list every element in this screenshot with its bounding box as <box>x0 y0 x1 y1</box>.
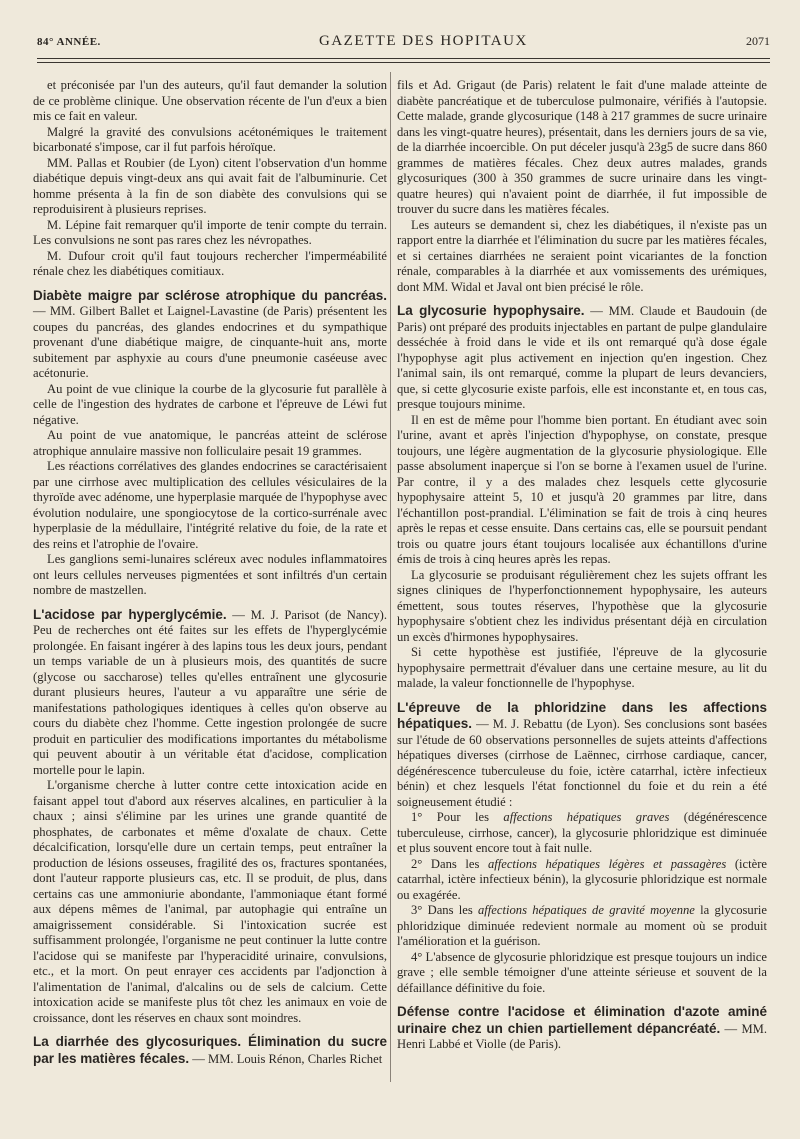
paragraph <box>33 428 387 459</box>
paragraph <box>397 857 767 904</box>
paragraph-text: Au point de vue clinique la courbe de la glycosurie fut parallèle à celle de l'ingestion des hydrates de carbone et l'épreuve de Léwi fut négative. <box>33 381 387 427</box>
paragraph-text: — MM. Henri Labbé et Violle (de Paris). <box>397 1021 767 1051</box>
paragraph <box>397 568 767 646</box>
paragraph <box>397 950 767 997</box>
paragraph-text: — MM. Gilbert Ballet et Laignel-Lavastine (de Paris) présentent les coupes du pancréas, des glandes endocrines et du sympathique provenant d'une diabétique maigre, de cinquante-huit ans, morte subitement par asphyxie au cours d'une pneumonie caséeuse avec acétonurie. <box>33 304 387 380</box>
paragraph-text: Les auteurs se demandent si, chez les diabétiques, il n'existe pas un rapport entre la diarrhée et l'élimination du sucre par les matières fécales, et si certaines diarrhées ne seraient point vicariantes de la fonction rénale, comparables à la diarrhée et aux vomissements des urémiques, dont MM. Widal et Javal ont bien précisé le rôle. <box>397 217 767 294</box>
paragraph <box>397 903 767 950</box>
paragraph-text: et préconisée par l'un des auteurs, qu'il faut demander la solution de ce problème clinique. Une observation récente de l'un d'eux a bien mis ce fait en valeur. <box>33 78 387 123</box>
paragraph <box>397 700 767 811</box>
list-marker-text: 1° Pour les <box>411 810 504 824</box>
paragraph <box>33 125 387 156</box>
paragraph-text: — MM. Louis Rénon, Charles Richet <box>189 1051 383 1066</box>
paragraph-text: MM. Pallas et Roubier (de Lyon) citent l'observation d'un homme diabétique depuis vingt-deux ans qui avait fait de l'albuminurie. Cet homme présenta à la fin de son diabète des convulsions qui se reproduisirent à plusieurs reprises. <box>33 155 387 216</box>
section-heading: L'acidose par hyperglycémie. <box>33 606 227 622</box>
section-heading: La diarrhée des glycosuriques. Élimination du sucre par les matières fécales. <box>33 1034 387 1066</box>
italic-term: affections hépatiques légères et passagères <box>487 856 727 871</box>
paragraph-text: — MM. Claude et Baudouin (de Paris) ont préparé des produits injectables en partant de pulpe glandulaire desséchée à froid dans le vide et ils ont remarqué qu'à dose égale l'hypophyse agit plus activement en injection qu'en ingestion. Chez l'animal sain, ils ont remarqué, comme la plupart de leurs devanciers, que, si cette glycosurie existe parfois, elle est inconstante et, en tous cas, presque toujours minime. <box>397 304 768 411</box>
paragraph-text: 4° L'absence de glycosurie phloridzique est presque toujours un indice grave ; elle semble témoigner d'une atteinte sérieuse et souvent de la défaillance définitive du foie. <box>397 949 767 995</box>
paragraph-text: Malgré la gravité des convulsions acétonémiques le traitement bicarbonaté s'impose, car il fut parfois héroïque. <box>33 124 387 154</box>
paragraph <box>397 1004 767 1053</box>
italic-term: affections hépatiques de gravité moyenne <box>478 903 695 917</box>
left-column <box>33 78 387 1067</box>
paragraph <box>397 413 767 568</box>
paragraph <box>397 78 767 218</box>
column-divider <box>390 72 391 1082</box>
section-heading: La glycosurie hypophysaire. <box>397 303 585 318</box>
section-heading: Défense contre l'acidose et élimination d'azote aminé urinaire chez un chien partiellement dépancréaté. <box>397 1004 767 1036</box>
paragraph-text: L'organisme cherche à lutter contre cette intoxication acide en faisant appel tout d'abord aux réserves alcalines, en particulier à la chaux ; ainsi s'élimine par les urines une grande quantité de phosphates, de carbonates et même d'oxalate de chaux. Cette décalcification, lorsqu'elle dure un certain temps, peut entraîner la production de lésions osseuses, fragilité des os, fractures spontanées, dont l'auteur rapporte plusieurs cas, etc. Il se produit, de plus, dans certains cas une ammoniurie abondante, l'ammoniaque étant formé aux dépens mêmes de l'animal, par autophagie qui entraîne un amaigrissement considérable. Si l'intoxication sucrée est suffisamment prolongée, l'organisme ne peut continuer la lutte contre l'acidose qui se manifeste par l'hyperacidité urinaire, convulsions, etc., et la mort. On peut enrayer ces accidents par l'adjonction à l'alimentation de l'animal, d'alcalins ou de sels de calcium. Cette intoxication acide se manifeste plus tôt chez les animaux en voie de croissance, dont les réserves en chaux sont moindres. <box>33 778 387 1025</box>
paragraph-text: Il en est de même pour l'homme bien portant. En étudiant avec soin l'urine, avant et après l'injection d'hypophyse, on constate, presque toujours, une légère augmentation de la glycosurie physiologique. Elle passe absolument inaperçue si l'on se borne à l'examen usuel de l'urine. Par contre, il y a des malades chez lesquels cette glycosurie hypophysaire atteint 5, 10 et jusqu'à 20 grammes par litre, dans l'échantillon post-prandial. L'élimination se fait de trois à cinq heures après le repas et cesse ensuite. Dans certains cas, elle se poursuit pendant trois ou quatre jours étant toujours localisée aux échantillons d'urine émis de trois à cinq heures après les repas. <box>397 412 767 566</box>
page-number: 2071 <box>746 34 770 48</box>
paragraph-text: M. Dufour croit qu'il faut toujours rechercher l'imperméabilité rénale chez les diabétiques comitiaux. <box>33 248 387 278</box>
paragraph <box>33 459 387 552</box>
paragraph <box>397 645 767 692</box>
right-column <box>397 78 767 1053</box>
paragraph <box>33 778 387 1026</box>
paragraph <box>397 218 767 296</box>
paragraph-text: (ictère catarrhal, ictère infectieux bénin), la glycosurie phloridzique est normale ou exagérée. <box>397 856 767 902</box>
paragraph <box>397 810 767 857</box>
header-rule-top <box>37 58 770 59</box>
paragraph <box>33 607 387 779</box>
header-rule-bottom <box>37 62 770 63</box>
paragraph-text: La glycosurie se produisant régulièrement chez les sujets offrant les signes cliniques de l'hyperfonctionnement hypophysaire, les auteurs émettent, sous toutes réserves, l'hypothèse que la glycosurie hypophysaire s'obtient chez les individus présentant déjà en circulation un excès d'hirmones hypophysaires. <box>397 567 767 644</box>
paragraph-text: Si cette hypothèse est justifiée, l'épreuve de la glycosurie hypophysaire permettrait d'évaluer dans une certaine mesure, au lit du malade, la valeur fonctionnelle de l'hypophyse. <box>397 645 767 690</box>
paragraph-text: la glycosurie phloridzique diminuée redevient normale au moment où se produit l'amélioration et la guérison. <box>397 903 767 948</box>
paragraph-text: (dégénérescence tuberculeuse, cirrhose, cancer), la glycosurie phloridzique est diminuée et plus souvent encore tout à fait nulle. <box>397 810 767 855</box>
paragraph-text: Les réactions corrélatives des glandes endocrines se caractérisaient par une cirrhose avec multiplication des cellules vésiculaires de la thyroïde avec adénome, une hyperplasie marquée de l'hypophyse avec évolution nodulaire, une spongiocytose de la cortico-surrénale avec hyperplasie de la médullaire, l'intégrité relative du foie, de la rate et des reins et l'atrophie de l'ovaire. <box>33 459 387 551</box>
paragraph <box>33 78 387 125</box>
paragraph-text: — M. J. Rebattu (de Lyon). Ses conclusions sont basées sur l'étude de 60 observations personnelles de sujets atteints d'affections hépatiques diverses (cirrhose de Laënnec, cirrhose cardiaque, cancer, dégénérescence tuberculeuse du foie, ictère catarrhal, ictère infectieux bénin) et chez lesquels l'état fonctionnel du foie et du rein a été soigneusement étudié : <box>397 717 767 809</box>
paragraph <box>33 288 387 382</box>
paragraph-text: fils et Ad. Grigaut (de Paris) relatent le fait d'une malade atteinte de diabète pancréatique et de tuberculose pulmonaire, vérifiés à l'autopsie. Cette malade, grande glycosurique (148 à 217 grammes de sucre urinaire dans les vingt-quatre heures), présentait, dans les derniers jours de sa vie, de la diarrhée incoercible. On put déceler jusqu'à 23g5 de sucre dans 860 grammes de matières fécales. Chez deux autres malades, grands glycosuriques (300 à 350 grammes de sucre urinaire dans les vingt-quatre heures) qui n'avaient point de diarrhée, il fut impossible de trouver du sucre dans les matières fécales. <box>397 78 767 216</box>
paragraph <box>33 156 387 218</box>
list-marker-text: 2° Dans les <box>411 856 488 871</box>
page-header <box>37 33 770 55</box>
paragraph <box>33 552 387 599</box>
paragraph <box>33 1034 387 1067</box>
paragraph-text: M. Lépine fait remarquer qu'il importe de tenir compte du terrain. Les convulsions ne sont pas rares chez les névropathes. <box>33 217 387 247</box>
volume-label: 84° ANNÉE. <box>37 36 101 48</box>
section-heading: L'épreuve de la phloridzine dans les affections hépatiques. <box>397 699 767 731</box>
list-marker-text: 3° Dans les <box>411 903 478 917</box>
paragraph <box>397 303 767 413</box>
italic-term: affections hépatiques graves <box>503 810 670 824</box>
paragraph-text: Les ganglions semi-lunaires scléreux avec nodules inflammatoires ont leurs cellules nerveuses pigmentées et sont infiltrés d'un certain nombre de mastzellen. <box>33 552 387 597</box>
journal-title: GAZETTE DES HOPITAUX <box>319 33 528 49</box>
paragraph <box>33 382 387 429</box>
paragraph <box>33 218 387 249</box>
paragraph-text: Au point de vue anatomique, le pancréas atteint de sclérose atrophique annulaire massive non folliculaire pesait 19 grammes. <box>33 428 387 458</box>
section-heading: Diabète maigre par sclérose atrophique du pancréas. <box>33 287 387 303</box>
paragraph <box>33 249 387 280</box>
paragraph-text: — M. J. Parisot (de Nancy). Peu de recherches ont été faites sur les effets de l'hyperglycémie prolongée. En faisant ingérer à des lapins tous les deux jours, pendant un temps variable de un à plusieurs mois, des quantités de sucre (glycose ou saccharose) telles qu'elles entraînent une glycosurie durant plusieurs heures, l'auteur a vu apparaître une série de manifestations pathologiques identiques à celles qu'on observe au cours du diabète chez l'homme. Cette ingestion prolongée de sucre produit en particulier des modifications importantes du métabolisme qui peuvent aboutir à un véritable état d'acidose, complication mortelle pour le lapin. <box>33 607 388 777</box>
